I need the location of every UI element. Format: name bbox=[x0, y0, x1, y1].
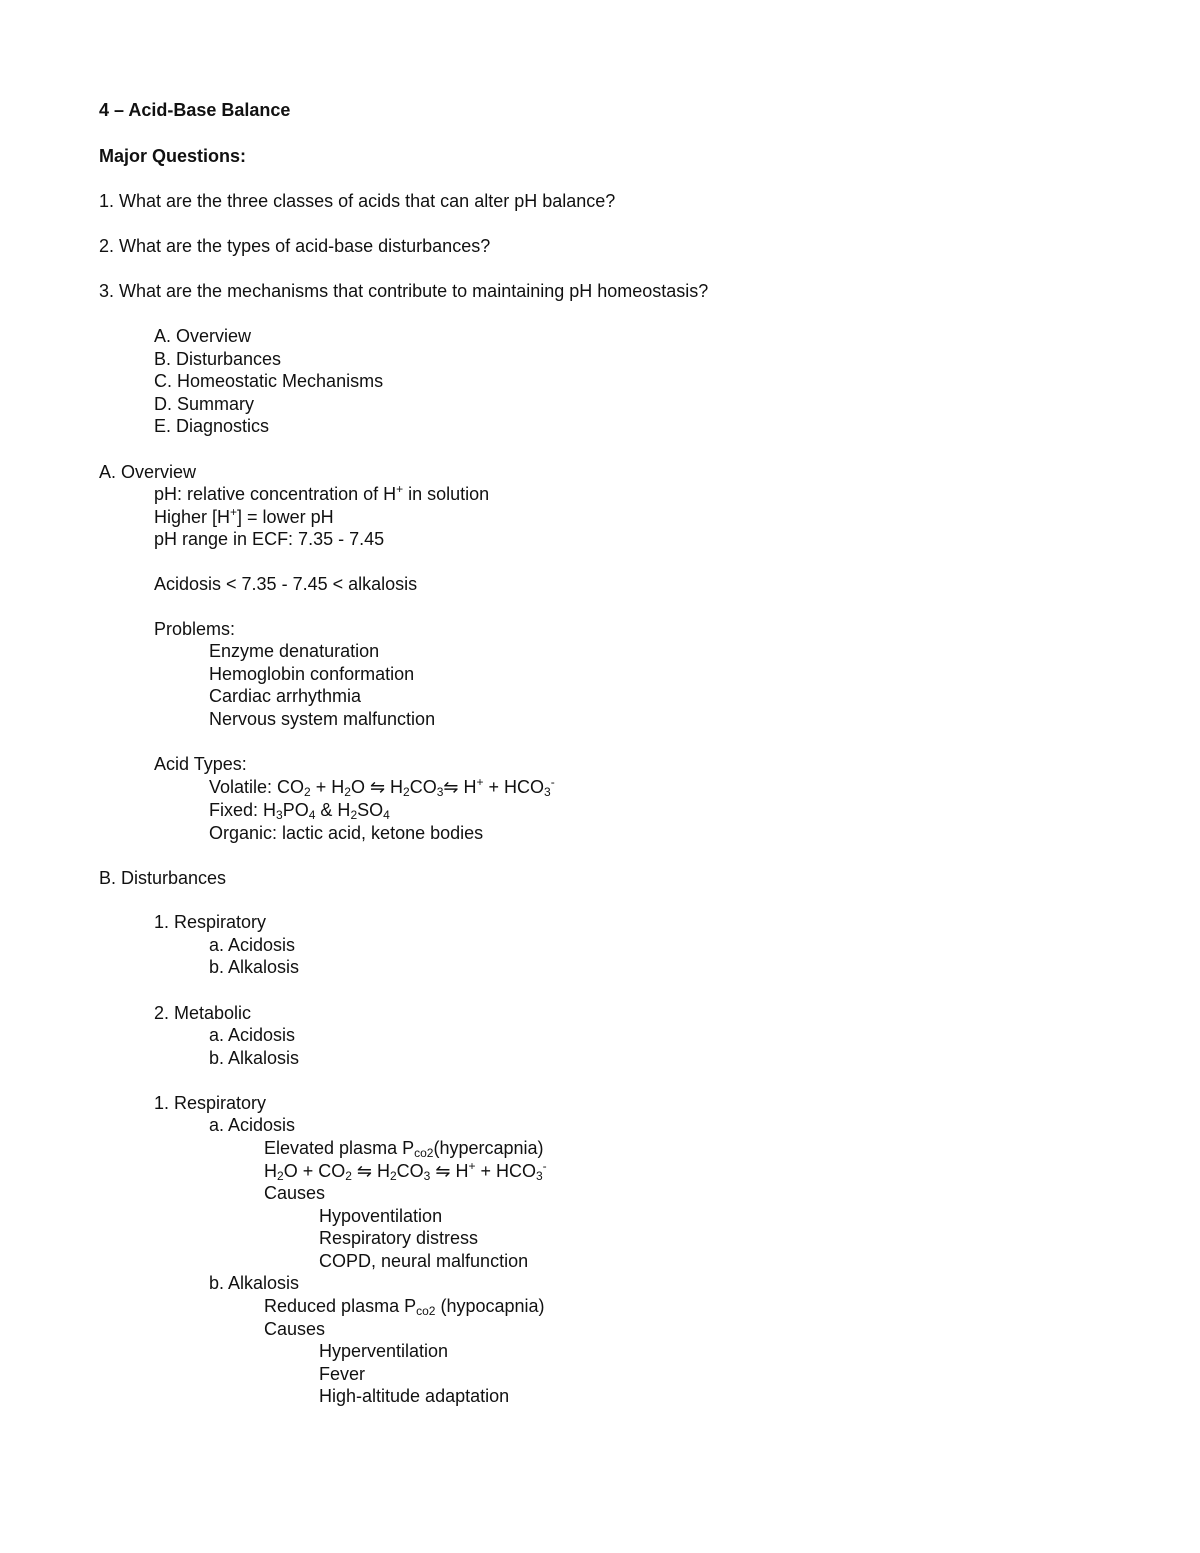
problem-item: Cardiac arrhythmia bbox=[209, 686, 362, 706]
cause-item: High-altitude adaptation bbox=[319, 1386, 510, 1406]
reduced-pco2-line: Reduced plasma $P_{co2}$ (hypocapnia) bbox=[264, 1296, 545, 1318]
acid-types-heading: Acid Types: bbox=[154, 754, 247, 774]
elevated-pco2-line: Elevated plasma $P_{co2}(hypercapnia)$ bbox=[264, 1138, 544, 1160]
outline-item: B. Disturbances bbox=[154, 349, 282, 369]
metabolic-heading: 2. Metabolic bbox=[154, 1003, 252, 1023]
outline-item: C. Homeostatic Mechanisms bbox=[154, 371, 384, 391]
carbonic-acid-equation: $H_2O + CO_2$ ⇋ $H_2CO_3$ ⇋ $H^+ + HCO_3^-$ bbox=[264, 1159, 547, 1183]
problems-heading: Problems: bbox=[154, 619, 236, 639]
outline-item: D. Summary bbox=[154, 394, 255, 414]
problem-item: Nervous system malfunction bbox=[209, 709, 436, 729]
cause-item: COPD, neural malfunction bbox=[319, 1251, 529, 1271]
overview-heading: A. Overview bbox=[99, 462, 197, 482]
organic-acid-line: Organic: lactic acid, ketone bodies bbox=[209, 823, 484, 843]
outline-item: A. Overview bbox=[154, 326, 252, 346]
volatile-acid-equation: Volatile: $CO_2 + H_2O$ ⇋ $H_2CO_3⇋$ $H^+ + HCO_3^-$ bbox=[209, 775, 555, 799]
cause-item: Hypoventilation bbox=[319, 1206, 443, 1226]
higher-h-line: Higher [H+] = lower pH bbox=[154, 505, 334, 527]
question-item: 3. What are the mechanisms that contribute to maintaining pH homeostasis? bbox=[99, 281, 709, 301]
respiratory-heading: 1. Respiratory bbox=[154, 912, 267, 932]
outline-item: E. Diagnostics bbox=[154, 416, 270, 436]
ph-range: pH range in ECF: 7.35 - 7.45 bbox=[154, 529, 385, 549]
acidosis-item: a. Acidosis bbox=[209, 1025, 296, 1045]
causes-heading: Causes bbox=[264, 1319, 326, 1339]
question-item: 1. What are the three classes of acids that can alter pH balance? bbox=[99, 191, 616, 211]
problem-item: Hemoglobin conformation bbox=[209, 664, 415, 684]
major-questions-heading: Major Questions: bbox=[99, 146, 247, 166]
acidosis-alkalosis-range: Acidosis < 7.35 - 7.45 < alkalosis bbox=[154, 574, 418, 594]
acidosis-item: a. Acidosis bbox=[209, 1115, 296, 1135]
question-item: 2. What are the types of acid-base disturbances? bbox=[99, 236, 491, 256]
ph-definition: pH: relative concentration of H+ in solution bbox=[154, 482, 490, 504]
alkalosis-item: b. Alkalosis bbox=[209, 1048, 300, 1068]
acidosis-item: a. Acidosis bbox=[209, 935, 296, 955]
cause-item: Fever bbox=[319, 1364, 366, 1384]
document-title: 4 – Acid-Base Balance bbox=[99, 100, 291, 120]
problem-item: Enzyme denaturation bbox=[209, 641, 380, 661]
fixed-acid-line: Fixed: $H_3PO_4$ & $H_2SO_4$ bbox=[209, 800, 390, 822]
cause-item: Hyperventilation bbox=[319, 1341, 449, 1361]
causes-heading: Causes bbox=[264, 1183, 326, 1203]
cause-item: Respiratory distress bbox=[319, 1228, 479, 1248]
respiratory-heading: 1. Respiratory bbox=[154, 1093, 267, 1113]
alkalosis-item: b. Alkalosis bbox=[209, 957, 300, 977]
disturbances-heading: B. Disturbances bbox=[99, 868, 227, 888]
alkalosis-item: b. Alkalosis bbox=[209, 1273, 300, 1293]
